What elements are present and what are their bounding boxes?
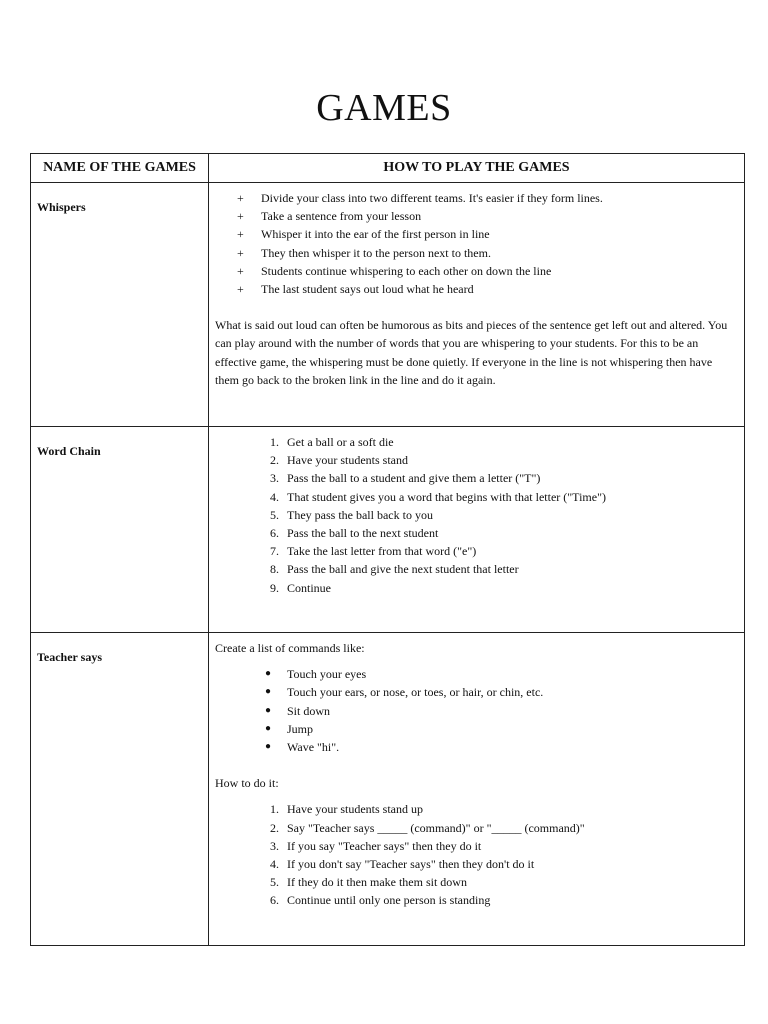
games-table <box>30 153 745 946</box>
list-item <box>215 891 738 909</box>
list-item-text: Get a ball or a soft die <box>287 435 394 449</box>
list-item <box>215 738 738 756</box>
list-item <box>215 262 738 280</box>
list-item <box>215 873 738 891</box>
commands-intro: Create a list of commands like: <box>215 641 365 655</box>
list-item-text: Touch your eyes <box>287 667 367 682</box>
table-header-row <box>31 154 745 183</box>
step-number: 5. <box>270 875 279 890</box>
list-item <box>215 665 738 683</box>
step-number: 2. <box>270 820 279 835</box>
list-item-text: They then whisper it to the person next to them. <box>261 245 491 260</box>
list-item <box>215 433 738 451</box>
list-item-text: If you say "Teacher says" then they do it <box>287 838 482 853</box>
list-item-text: Whisper it into the ear of the first person in line <box>261 227 490 242</box>
list-item-text: Continue until only one person is standing <box>287 893 491 908</box>
list-item <box>215 855 738 873</box>
step-number: 8. <box>270 562 279 577</box>
plus-marker: + <box>237 209 244 224</box>
step-number: 6. <box>270 893 279 908</box>
list-item <box>215 702 738 720</box>
list-item <box>215 524 738 542</box>
list-item-text: Continue <box>287 580 331 595</box>
game-name: Whispers <box>31 183 209 427</box>
list-item <box>215 451 738 469</box>
step-number: 3. <box>270 471 279 486</box>
column-header-name: NAME OF THE GAMES <box>31 154 209 183</box>
list-item <box>215 189 738 207</box>
list-item-text: Pass the ball to a student and give them a letter ("T") <box>287 471 541 486</box>
list-item-text: That student gives you a word that begins with that letter ("Time") <box>287 489 606 504</box>
game-instructions <box>209 427 745 633</box>
game-instructions <box>209 183 745 427</box>
list-item-text: Take a sentence from your lesson <box>261 209 422 224</box>
list-item-text: Divide your class into two different teams. It's easier if they form lines. <box>261 191 603 205</box>
list-item <box>215 207 738 225</box>
table-row <box>31 183 745 427</box>
bullet-marker: ● <box>265 704 272 716</box>
game-name: Teacher says <box>31 633 209 946</box>
list-item <box>215 800 738 818</box>
description-paragraph: What is said out loud can often be humorous as bits and pieces of the sentence get left out and altered. You can play around with the number of words that you are whispering to your students. For this to be an effective game, the whispering must be done quietly. If everyone in the line is not whispering then have them go back to the broken link in the line and do it again. <box>215 318 728 387</box>
step-number: 3. <box>270 838 279 853</box>
list-item-text: Take the last letter from that word ("e") <box>287 544 477 559</box>
list-item-text: Jump <box>287 721 314 736</box>
step-number: 6. <box>270 526 279 541</box>
list-item <box>215 560 738 578</box>
list-item <box>215 244 738 262</box>
list-item-text: Have your students stand up <box>287 802 423 817</box>
bullet-marker: ● <box>265 722 272 734</box>
step-list <box>215 433 738 597</box>
list-item <box>215 720 738 738</box>
column-header-how: HOW TO PLAY THE GAMES <box>209 154 745 183</box>
list-item-text: If they do it then make them sit down <box>287 875 467 890</box>
step-number: 4. <box>270 489 279 504</box>
list-item-text: They pass the ball back to you <box>287 507 433 522</box>
list-item-text: Touch your ears, or nose, or toes, or hair, or chin, etc. <box>287 685 544 700</box>
bullet-marker: ● <box>265 686 272 698</box>
list-item-text: Pass the ball to the next student <box>287 526 439 541</box>
list-item <box>215 488 738 506</box>
step-number: 1. <box>270 802 279 817</box>
list-item <box>215 542 738 560</box>
list-item-text: Say "Teacher says _____ (command)" or "_____ (command)" <box>287 820 585 835</box>
list-item-text: Wave "hi". <box>287 740 340 755</box>
list-item <box>215 683 738 701</box>
step-number: 2. <box>270 453 279 468</box>
list-item-text: The last student says out loud what he heard <box>261 282 474 297</box>
list-item <box>215 579 738 597</box>
plus-marker: + <box>237 245 244 260</box>
plus-marker: + <box>237 191 244 205</box>
list-item-text: Sit down <box>287 703 331 718</box>
step-number: 7. <box>270 544 279 559</box>
list-item-text: Students continue whispering to each other on down the line <box>261 263 552 278</box>
plus-marker: + <box>237 263 244 278</box>
table-row <box>31 633 745 946</box>
list-item <box>215 469 738 487</box>
plus-marker: + <box>237 282 244 297</box>
plus-marker: + <box>237 227 244 242</box>
step-number: 1. <box>270 435 279 449</box>
list-item <box>215 280 738 298</box>
bullet-marker: ● <box>265 741 272 753</box>
list-item <box>215 819 738 837</box>
game-instructions <box>209 633 745 946</box>
page-title: GAMES <box>316 87 452 129</box>
list-item-text: Pass the ball and give the next student that letter <box>287 562 519 577</box>
step-number: 4. <box>270 857 279 872</box>
game-name: Word Chain <box>31 427 209 633</box>
how-to-label: How to do it: <box>215 776 279 791</box>
step-number: 5. <box>270 507 279 522</box>
list-item-text: If you don't say "Teacher says" then they don't do it <box>287 857 535 872</box>
list-item-text: Have your students stand <box>287 453 408 468</box>
step-number: 9. <box>270 580 279 595</box>
table-row <box>31 427 745 633</box>
list-item <box>215 837 738 855</box>
step-list <box>215 800 738 909</box>
step-list <box>215 189 738 298</box>
command-list <box>215 665 738 756</box>
bullet-marker: ● <box>265 668 272 680</box>
list-item <box>215 506 738 524</box>
list-item <box>215 225 738 243</box>
